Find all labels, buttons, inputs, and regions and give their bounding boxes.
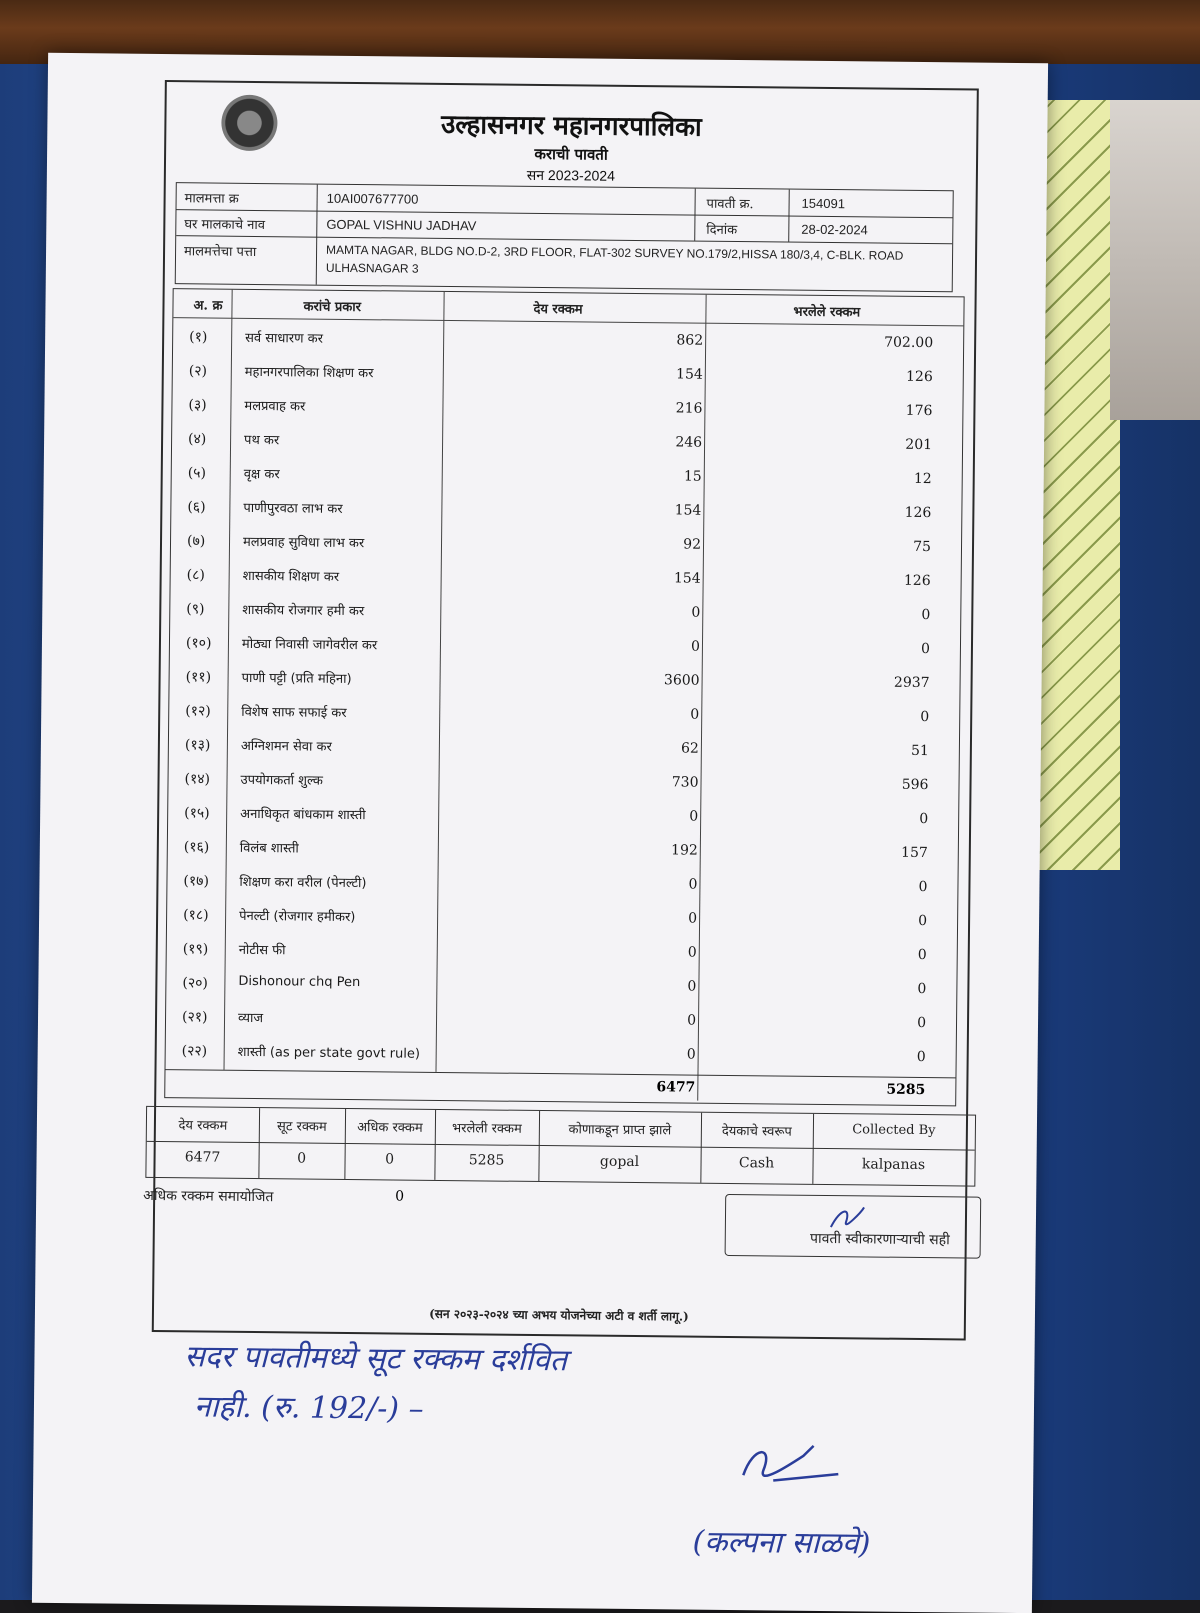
footer-note: (सन २०२३-२०२४ च्या अभय योजनेच्या अटी व शर्ती लागू.)	[429, 1306, 689, 1324]
cell-paid: 0	[918, 912, 928, 930]
receipt-no: 154091	[801, 195, 846, 212]
cell-paid: 0	[917, 980, 927, 998]
cell-due: 0	[690, 638, 701, 655]
col-sr-header: अ. क्र	[193, 298, 223, 314]
cell-due: 0	[688, 876, 698, 893]
owner-label: घर मालकाचे नाव	[184, 217, 266, 234]
cell-due: 0	[690, 706, 700, 723]
col-paid-header: भरलेले रक्कम	[793, 304, 861, 321]
cell-name: मलप्रवाह कर	[244, 398, 306, 415]
summary-header: सूट रक्कम	[277, 1119, 327, 1135]
cell-due: 0	[687, 944, 697, 961]
tax-table	[164, 288, 964, 1106]
summary-header: भरलेली रक्कम	[451, 1121, 522, 1137]
cloth	[1110, 100, 1200, 420]
cell-name: नोटीस फी	[238, 942, 286, 959]
cell-name: उपयोगकर्ता शुल्क	[240, 772, 323, 789]
cell-sr: (४)	[188, 431, 207, 448]
cell-name: व्याज	[237, 1010, 264, 1027]
date-label: दिनांक	[706, 222, 738, 239]
cell-paid: 0	[917, 1014, 927, 1032]
receipt-date: 28-02-2024	[801, 221, 868, 238]
address-line2: ULHASNAGAR 3	[325, 260, 419, 276]
signature-label: पावती स्वीकारणाऱ्याची सही	[809, 1230, 950, 1249]
summary-header: देयकाचे स्वरूप	[721, 1123, 792, 1140]
cell-paid: 0	[918, 878, 928, 896]
signature-box	[725, 1194, 982, 1259]
address-label: मालमत्तेचा पत्ता	[183, 244, 257, 260]
summary-header: Collected By	[852, 1122, 936, 1139]
cell-sr: (११)	[185, 669, 212, 686]
cell-name: पाणी पट्टी (प्रति महिना)	[241, 670, 352, 688]
cell-name: पथ कर	[244, 432, 280, 449]
cell-sr: (७)	[186, 533, 206, 550]
cell-name: शास्ती (as per state govt rule)	[237, 1044, 421, 1062]
cell-paid: 0	[917, 946, 927, 964]
cell-sr: (६)	[187, 499, 206, 516]
summary-header: अधिक रक्कम	[357, 1120, 423, 1136]
cell-due: 862	[676, 332, 704, 349]
summary-value: 6477	[184, 1149, 221, 1166]
cell-paid: 0	[921, 606, 931, 624]
cell-sr: (३)	[188, 397, 207, 414]
cell-paid: 0	[920, 640, 931, 658]
org-title: उल्हासनगर महानगरपालिका	[440, 109, 702, 143]
handwritten-signature	[733, 1435, 844, 1496]
cell-name: सर्व साधारण कर	[245, 330, 324, 347]
cell-name: शासकीय शिक्षण कर	[242, 568, 340, 585]
property-no-label: मालमत्ता क्र	[184, 191, 239, 207]
cell-name: पाणीपुरवठा लाभ कर	[243, 500, 343, 517]
signature-mark	[826, 1202, 866, 1232]
col-due-header: देय रक्कम	[533, 301, 583, 318]
cell-name: विलंब शास्ती	[239, 840, 299, 857]
summary-value: Cash	[738, 1155, 775, 1172]
cell-due: 154	[673, 570, 701, 587]
cell-due: 246	[675, 434, 703, 451]
summary-value: 0	[297, 1150, 307, 1167]
adjusted-amount-label: अधिक रक्कम समायोजित	[143, 1187, 274, 1206]
receipt-paper	[32, 53, 1048, 1613]
address-line1: MAMTA NAGAR, BLDG NO.D-2, 3RD FLOOR, FLAT-302 SURVEY NO.179/2,HISSA 180/3,4, C-BLK. ROAD	[326, 242, 904, 263]
cell-sr: (२०)	[182, 975, 208, 992]
cell-paid: 0	[920, 708, 930, 726]
cell-name: वृक्ष कर	[243, 466, 280, 483]
cell-sr: (१६)	[183, 839, 210, 856]
handwritten-note-line1: सदर पावतीमध्ये सूट रक्कम दर्शवित	[184, 1339, 568, 1379]
cell-due: 0	[686, 1046, 696, 1063]
doc-title: कराची पावती	[534, 144, 608, 164]
cell-due: 92	[683, 536, 702, 553]
cell-sr: (१५)	[184, 805, 210, 822]
cell-due: 15	[683, 468, 702, 485]
cell-paid: 176	[905, 402, 933, 420]
cell-paid: 75	[913, 538, 932, 556]
handwritten-note-line2: नाही. (रु. 192/-) –	[193, 1389, 424, 1427]
cell-sr: (१)	[189, 329, 208, 346]
cell-sr: (५)	[187, 465, 207, 482]
summary-value: 5285	[468, 1152, 505, 1169]
total-paid: 5285	[886, 1081, 926, 1099]
payment-summary	[145, 1106, 976, 1187]
cell-name: Dishonour chq Pen	[238, 973, 361, 991]
adjusted-amount-value: 0	[395, 1188, 405, 1205]
cell-due: 154	[675, 366, 703, 383]
cell-due: 730	[671, 774, 699, 791]
receipt-frame	[143, 80, 979, 1340]
property-details	[175, 182, 954, 292]
summary-value: 0	[385, 1151, 395, 1168]
cell-due: 154	[674, 502, 702, 519]
cell-name: मोठ्या निवासी जागेवरील कर	[241, 636, 378, 654]
property-no: 10AI007677700	[326, 190, 419, 207]
cell-due: 0	[691, 604, 701, 621]
cell-due: 62	[680, 740, 699, 757]
summary-header: कोणाकडून प्राप्त झाले	[568, 1122, 672, 1139]
cell-name: विशेष साफ सफाई कर	[241, 704, 347, 721]
table-row	[166, 1033, 956, 1075]
total-due: 6477	[656, 1079, 696, 1096]
cell-due: 0	[689, 808, 699, 825]
cell-paid: 12	[913, 470, 932, 488]
cell-paid: 51	[910, 742, 929, 760]
cell-sr: (१९)	[182, 941, 209, 958]
cell-paid: 702.00	[884, 334, 934, 352]
cell-paid: 0	[916, 1048, 926, 1066]
cell-sr: (१२)	[185, 703, 211, 720]
financial-year: सन 2023-2024	[526, 166, 616, 184]
cell-paid: 201	[905, 436, 933, 454]
cell-sr: (२)	[188, 363, 208, 380]
cell-due: 216	[675, 400, 703, 417]
cell-sr: (९)	[186, 601, 205, 618]
cell-name: अनाधिकृत बांधकाम शास्ती	[240, 806, 366, 824]
cell-paid: 126	[903, 572, 931, 590]
cell-paid: 157	[900, 844, 928, 862]
cell-due: 0	[687, 1012, 697, 1029]
receipt-no-label: पावती क्र.	[706, 196, 754, 213]
handwritten-name: (कल्पना साळवे)	[692, 1524, 871, 1562]
cell-sr: (१४)	[184, 771, 211, 788]
cell-sr: (१३)	[184, 737, 211, 754]
summary-header: देय रक्कम	[178, 1118, 228, 1134]
cell-paid: 126	[904, 504, 932, 522]
cell-sr: (८)	[186, 567, 205, 584]
col-tax-type-header: करांचे प्रकार	[303, 299, 362, 316]
cell-name: शिक्षण करा वरील (पेनल्टी)	[239, 874, 367, 892]
cell-sr: (१०)	[185, 635, 212, 652]
cell-due: 0	[688, 910, 698, 927]
total-row	[165, 1069, 955, 1104]
summary-value: kalpanas	[861, 1156, 926, 1174]
cell-due: 0	[687, 978, 697, 995]
cell-sr: (२२)	[181, 1043, 208, 1060]
cell-paid: 126	[905, 368, 933, 386]
cell-paid: 2937	[893, 674, 930, 692]
cell-sr: (१७)	[183, 873, 210, 890]
cell-due: 3600	[663, 672, 700, 689]
cell-sr: (१८)	[183, 907, 209, 924]
summary-value: gopal	[599, 1153, 640, 1171]
cell-name: पेनल्टी (रोजगार हमीकर)	[239, 908, 356, 926]
cell-name: महानगरपालिका शिक्षण कर	[244, 364, 374, 382]
cell-name: मलप्रवाह सुविधा लाभ कर	[242, 534, 365, 552]
cell-name: अग्निशमन सेवा कर	[240, 738, 332, 755]
cell-name: शासकीय रोजगार हमी कर	[242, 602, 365, 620]
cell-paid: 0	[919, 810, 929, 828]
cell-sr: (२१)	[181, 1009, 208, 1026]
cell-due: 192	[671, 842, 698, 859]
owner-name: GOPAL VISHNU JADHAV	[326, 216, 477, 234]
cell-paid: 596	[901, 776, 929, 794]
